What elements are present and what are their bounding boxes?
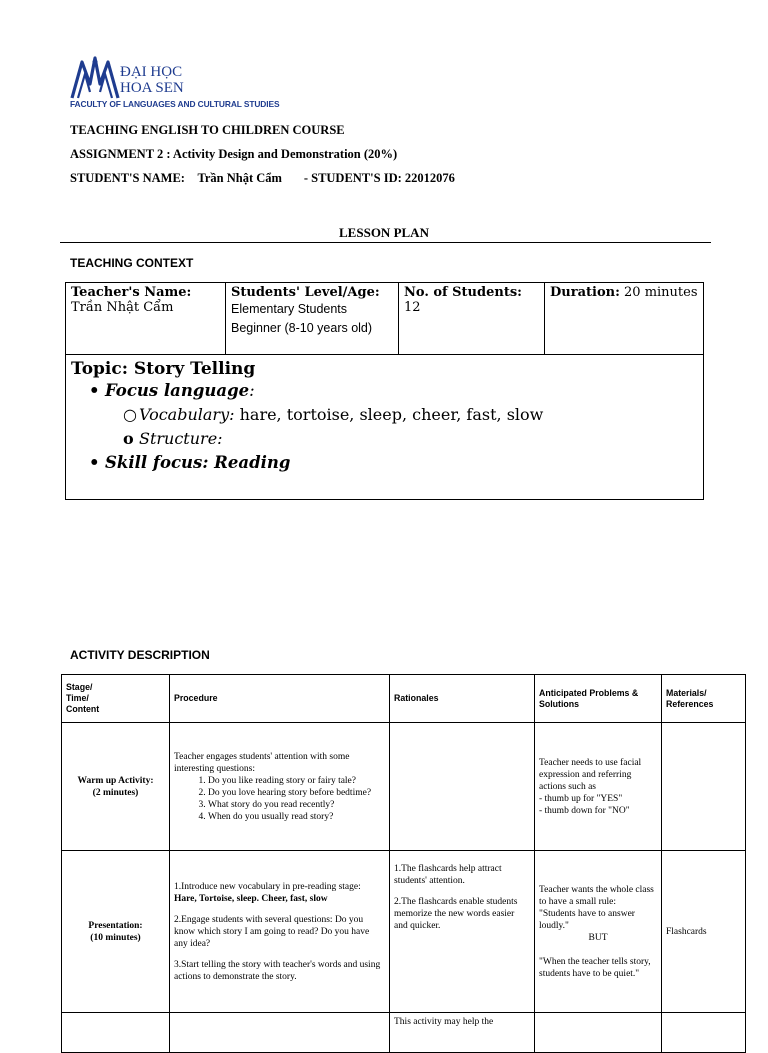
focus-language-label: Focus language [105,381,250,400]
header-procedure: Procedure [170,675,390,723]
next-materials [662,1013,746,1053]
bullet-circle-icon: ○ [123,405,137,424]
presentation-problem-3: "When the teacher tells story, students have to be quiet." [539,956,651,979]
presentation-stage [62,851,170,1013]
list-item: 3. What story do you read recently? [208,799,385,811]
vocabulary-item [123,403,698,427]
level-line-2: Beginner (8-10 years old) [231,321,373,335]
course-title: TEACHING ENGLISH TO CHILDREN COURSE [70,123,345,137]
table-row [62,723,746,851]
faculty-name: FACULTY OF LANGUAGES AND CULTURAL STUDIES [70,99,280,109]
header-stage-1: Stage/ [66,682,93,692]
presentation-proc-1-words: Hare, Tortoise, sleep. Cheer, fast, slow [174,893,328,904]
student-line [70,171,455,186]
presentation-rationale-2: 2.The flashcards enable students memorize the new words easier and quicker. [394,897,518,931]
activity-table [61,674,746,1053]
table-row [62,1013,746,1053]
next-rationale: This activity may help the [390,1013,535,1053]
warmup-question-list [174,775,385,823]
bullet-circle-icon: o [123,429,134,448]
teaching-context-label: TEACHING CONTEXT [70,256,194,270]
hoa-sen-logo-icon [68,52,120,100]
next-stage [62,1013,170,1053]
header-stage-2: Time/ [66,693,89,703]
header-problems-1: Anticipated Problems & [539,687,639,698]
level-line-1: Elementary Students [231,302,348,316]
bullet-dot-icon: • [89,453,100,472]
presentation-rationales [390,851,535,1013]
student-id: - STUDENT'S ID: 22012076 [303,171,455,185]
structure-item [123,427,698,451]
teacher-name-label: Teacher's Name: [71,285,192,300]
vocabulary-words: hare, tortoise, sleep, cheer, fast, slow [239,405,544,424]
duration-cell [545,283,704,355]
presentation-stage-2: (10 minutes) [90,932,141,943]
warmup-stage-1: Warm up Activity: [77,775,154,786]
presentation-stage-1: Presentation: [88,920,143,931]
divider [60,242,711,243]
header-materials-1: Materials/ [666,687,707,698]
presentation-proc-1 [174,881,385,905]
presentation-problem-1: Teacher wants the whole class to have a small rule: [539,884,654,907]
level-cell [226,283,399,355]
list-item: 1. Do you like reading story or fairy tale? [208,775,385,787]
header-materials-2: References [666,698,714,709]
warmup-rationales [390,723,535,851]
teaching-context-table [65,282,704,500]
activity-description-label: ACTIVITY DESCRIPTION [70,648,210,662]
level-label: Students' Level/Age: [231,285,380,300]
header-stage-3: Content [66,704,100,714]
warmup-problem-2: - thumb up for "YES" [539,793,623,804]
table-header-row [62,675,746,723]
warmup-materials [662,723,746,851]
topic-cell [66,355,704,500]
structure-label: Structure: [139,429,223,448]
university-name [120,64,184,96]
presentation-problems [535,851,662,1013]
skill-focus: Skill focus: Reading [105,453,291,472]
student-name: Trần Nhật Cẩm [197,171,282,185]
focus-language-item: • Focus language: [89,379,698,403]
teacher-name-cell [66,283,226,355]
skill-focus-item [89,451,698,475]
presentation-rationale-1: 1.The flashcards help attract students' attention. [394,864,502,886]
warmup-problem-3: - thumb down for "NO" [539,805,630,816]
num-students: 12 [404,300,421,315]
presentation-problem-2: "Students have to answer loudly." [539,908,635,931]
duration: 20 minutes [624,285,698,300]
next-problems [535,1013,662,1053]
table-row [62,851,746,1013]
warmup-stage [62,723,170,851]
list-item: 4. When do you usually read story? [208,811,385,823]
lesson-plan-title: LESSON PLAN [339,225,429,240]
num-students-cell [399,283,545,355]
vocabulary-label: Vocabulary: [139,405,235,424]
header-problems [535,675,662,723]
header-stage [62,675,170,723]
presentation-problem-but: BUT [588,932,608,943]
warmup-stage-2: (2 minutes) [92,787,139,798]
presentation-procedure [170,851,390,1013]
logo-line-2: HOA SEN [120,80,184,96]
presentation-materials: Flashcards [662,851,746,1013]
presentation-proc-2: 2.Engage students with several questions: Do you know which story I am going to read? Do you have any idea? [174,914,370,949]
student-name-label: STUDENT'S NAME: [70,171,185,185]
header-materials [662,675,746,723]
warmup-problem-1: Teacher needs to use facial expression and referring actions such as [539,757,642,792]
assignment-line [70,147,397,162]
topic-title: Topic: Story Telling [71,359,256,379]
list-item: 2. Do you love hearing story before bedtime? [208,787,385,799]
next-procedure [170,1013,390,1053]
presentation-proc-1-text: 1.Introduce new vocabulary in pre-reading stage: [174,881,361,892]
assignment-title: Activity Design and Demonstration (20%) [172,147,398,161]
logo-line-1: ĐẠI HỌC [120,64,183,80]
duration-label: Duration: [550,285,620,300]
presentation-proc-3: 3.Start telling the story with teacher's words and using actions to demonstrate the story. [174,959,381,982]
assignment-label: ASSIGNMENT 2 : [70,147,171,161]
header-problems-2: Solutions [539,698,580,709]
teacher-name: Trần Nhật Cẩm [71,300,174,315]
warmup-procedure [170,723,390,851]
bullet-dot-icon: • [89,381,100,400]
header-rationales: Rationales [390,675,535,723]
warmup-problems [535,723,662,851]
num-students-label: No. of Students: [404,285,522,300]
warmup-intro: Teacher engages students' attention with some interesting questions: [174,751,350,774]
